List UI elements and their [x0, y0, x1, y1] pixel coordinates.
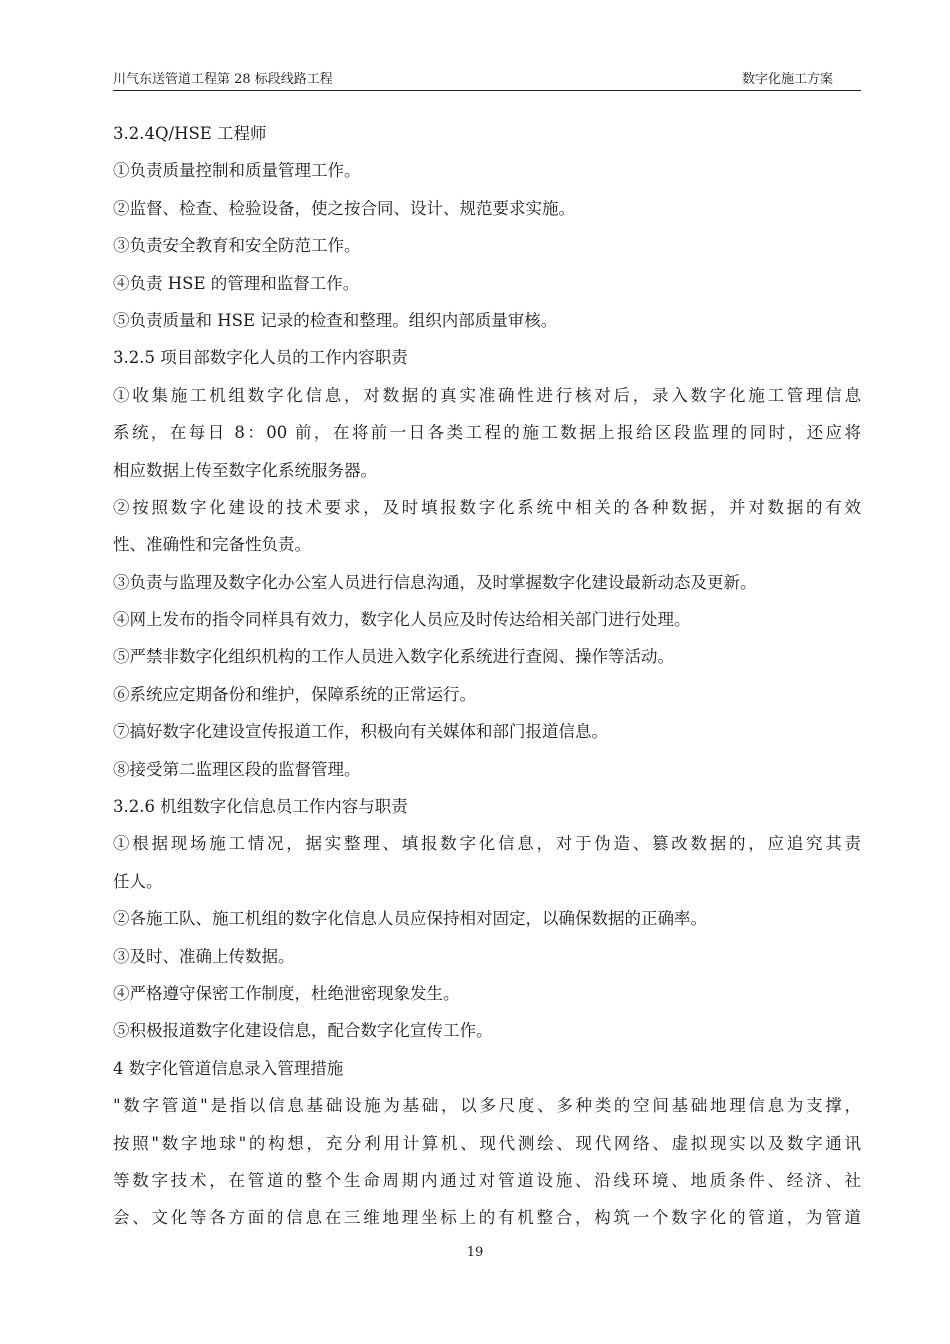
text-line: 按照"数字地球"的构想，充分利用计算机、现代测绘、现代网络、虚拟现实以及数字通讯	[113, 1133, 861, 1153]
header-project-title: 川气东送管道工程第 28 标段线路工程	[113, 72, 333, 87]
text-line: ②各施工队、施工机组的数字化信息人员应保持相对固定，以确保数据的正确率。	[113, 909, 707, 929]
text-line: "数字管道"是指以信息基础设施为基础，以多尺度、多种类的空间基础地理信息为支撑，	[113, 1096, 861, 1116]
text-line: 性、准确性和完备性负责。	[113, 535, 311, 555]
header-document-title: 数字化施工方案	[741, 72, 833, 87]
text-line: 等数字技术，在管道的整个生命周期内通过对管道设施、沿线环境、地质条件、经济、社	[113, 1170, 861, 1190]
text-line: ④严格遵守保密工作制度，杜绝泄密现象发生。	[113, 983, 460, 1003]
text-line: 相应数据上传至数字化系统服务器。	[113, 460, 377, 480]
text-line: ⑥系统应定期备份和维护，保障系统的正常运行。	[113, 684, 476, 704]
text-line: ②监督、检查、检验设备，使之按合同、设计、规范要求实施。	[113, 198, 575, 218]
text-line: ①收集施工机组数字化信息，对数据的真实准确性进行核对后，录入数字化施工管理信息	[113, 385, 861, 405]
text-line: ⑤积极报道数字化建设信息，配合数字化宣传工作。	[113, 1021, 493, 1041]
text-line: ③负责与监理及数字化办公室人员进行信息沟通，及时掌握数字化建设最新动态及更新。	[113, 572, 757, 592]
text-line: ③负责安全教育和安全防范工作。	[113, 236, 361, 256]
text-line: ④网上发布的指令同样具有效力，数字化人员应及时传达给相关部门进行处理。	[113, 610, 691, 630]
text-line: ⑧接受第二监理区段的监督管理。	[113, 759, 361, 779]
page-number: 19	[466, 1245, 484, 1260]
text-line: ⑤严禁非数字化组织机构的工作人员进入数字化系统进行查阅、操作等活动。	[113, 647, 674, 667]
text-line: ②按照数字化建设的技术要求，及时填报数字化系统中相关的各种数据，并对数据的有效	[113, 497, 861, 517]
text-line: 系统，在每日 8：00 前，在将前一日各类工程的施工数据上报给区段监理的同时，还应将	[113, 423, 861, 443]
text-line: 3.2.6 机组数字化信息员工作内容与职责	[113, 797, 408, 817]
text-line: 3.2.5 项目部数字化人员的工作内容职责	[113, 348, 408, 368]
body-text	[113, 115, 861, 1237]
page-header	[113, 64, 861, 91]
text-line: 会、文化等各方面的信息在三维地理坐标上的有机整合，构筑一个数字化的管道，为管道	[113, 1208, 861, 1228]
text-line: ①根据现场施工情况，据实整理、填报数字化信息，对于伪造、篡改数据的，应追究其责	[113, 834, 861, 854]
text-line: ①负责质量控制和质量管理工作。	[113, 161, 361, 181]
text-line: ⑤负责质量和 HSE 记录的检查和整理。组织内部质量审核。	[113, 310, 558, 330]
text-line: ③及时、准确上传数据。	[113, 946, 295, 966]
text-line: 4 数字化管道信息录入管理措施	[113, 1058, 344, 1078]
text-line: ④负责 HSE 的管理和监督工作。	[113, 273, 360, 293]
text-line: 3.2.4Q/HSE 工程师	[113, 124, 267, 143]
text-line: 任人。	[113, 871, 163, 891]
text-line: ⑦搞好数字化建设宣传报道工作，积极向有关媒体和部门报道信息。	[113, 722, 608, 742]
